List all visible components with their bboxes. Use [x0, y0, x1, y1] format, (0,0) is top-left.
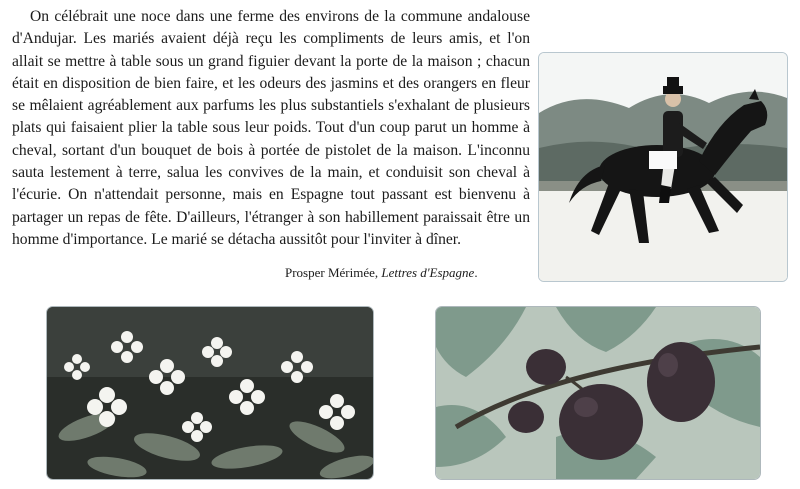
horse-rider-illustration [539, 53, 787, 281]
horse-rider-photo [538, 52, 788, 282]
fig-tree-illustration [436, 307, 760, 479]
work-title: Lettres d'Espagne [381, 265, 475, 280]
author-name: Prosper Mérimée, [285, 265, 379, 280]
jasmine-flowers-illustration [47, 307, 373, 479]
text-block [12, 6, 788, 282]
fig-tree-photo [435, 306, 761, 480]
attribution [285, 265, 478, 281]
attribution-period: . [474, 265, 478, 280]
passage-text: On célébrait une noce dans une ferme des environs de la commune andalouse d'Andujar. Les mariés avaient déjà reçu les compliments de leurs amis, et l'on allait se mettre à table sous un grand figuier devant la porte de la maison ; chacun était en disposition de bien faire, et les odeurs des jasmins et des orangers en fleur se mêlaient agréablement aux parfums les plus substantiels s'exhalant de plusieurs plats qui faisaient plier la table sous leur poids. Tout d'un coup parut un homme à cheval, sortant d'un bouquet de bois à portée de pistolet de la maison. L'inconnu sauta lestement à terre, salua les convives de la main, et conduisit son cheval à l'écurie. On n'attendait personne, mais en Espagne tout passant est bienvenu à partager un repas de fête. D'ailleurs, l'étranger à son habillement paraissait être un homme d'importance. Le marié se détacha aussitôt pour l'inviter à dîner. [12, 8, 530, 248]
jasmine-flowers-photo [46, 306, 374, 480]
